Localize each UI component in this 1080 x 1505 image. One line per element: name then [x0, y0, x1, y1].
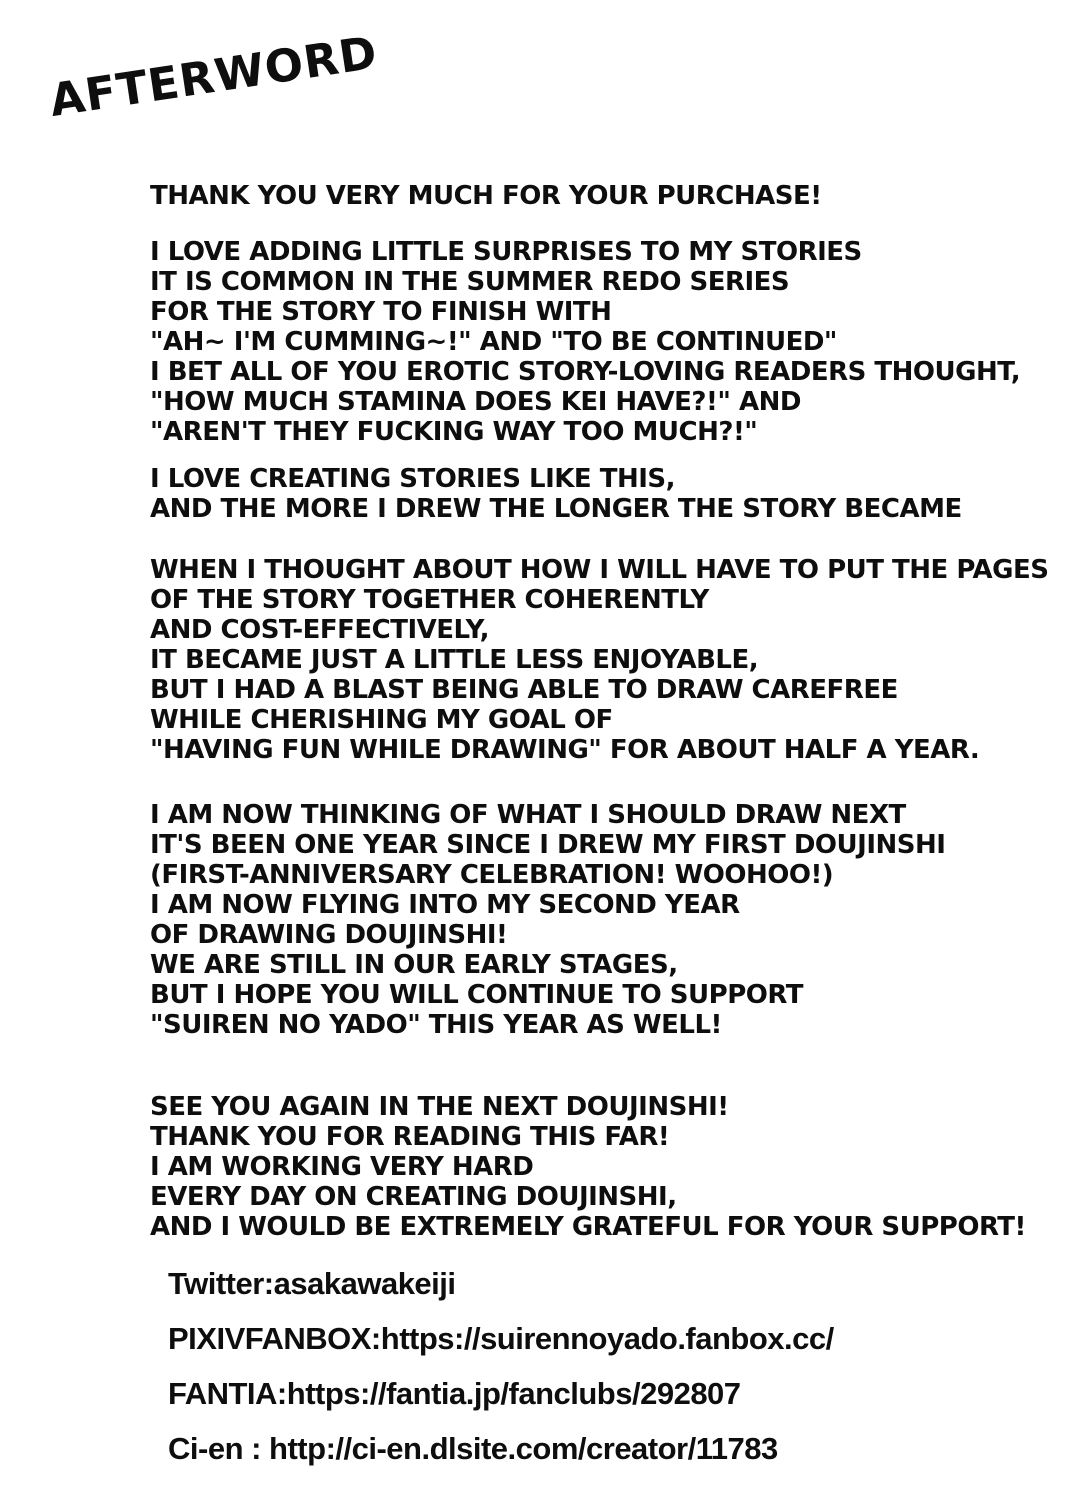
- text-line: BUT I HOPE YOU WILL CONTINUE TO SUPPORT: [150, 980, 803, 1010]
- afterword-body: [150, 181, 1048, 1242]
- paragraph: [150, 800, 1048, 1040]
- text-line: SEE YOU AGAIN IN THE NEXT DOUJINSHI!: [150, 1092, 729, 1122]
- text-line: I AM NOW THINKING OF WHAT I SHOULD DRAW NEXT: [150, 800, 906, 830]
- text-line: IT'S BEEN ONE YEAR SINCE I DREW MY FIRST DOUJINSHI: [150, 830, 946, 860]
- paragraph: [150, 1092, 1048, 1242]
- twitter-link: Twitter:asakawakeiji: [168, 1266, 456, 1301]
- paragraph: [150, 181, 1048, 211]
- text-line: WHILE CHERISHING MY GOAL OF: [150, 705, 613, 735]
- text-line: IT IS COMMON IN THE SUMMER REDO SERIES: [150, 267, 790, 297]
- text-line: OF DRAWING DOUJINSHI!: [150, 920, 508, 950]
- text-line: AND THE MORE I DREW THE LONGER THE STORY BECAME: [150, 494, 962, 524]
- paragraph: [150, 237, 1048, 447]
- text-line: I AM NOW FLYING INTO MY SECOND YEAR: [150, 890, 740, 920]
- text-line: WHEN I THOUGHT ABOUT HOW I WILL HAVE TO PUT THE PAGES: [150, 555, 1049, 585]
- text-line: "HAVING FUN WHILE DRAWING" FOR ABOUT HALF A YEAR.: [150, 735, 980, 765]
- paragraph: [150, 555, 1048, 765]
- pixiv-fanbox-link: PIXIVFANBOX:https://suirennoyado.fanbox.cc/: [168, 1321, 834, 1356]
- text-line: "HOW MUCH STAMINA DOES KEI HAVE?!" AND: [150, 387, 801, 417]
- text-line: OF THE STORY TOGETHER COHERENTLY: [150, 585, 709, 615]
- paragraph: [150, 464, 1048, 524]
- text-line: "AREN'T THEY FUCKING WAY TOO MUCH?!": [150, 417, 758, 447]
- text-line: AND COST-EFFECTIVELY,: [150, 615, 489, 645]
- text-line: WE ARE STILL IN OUR EARLY STAGES,: [150, 950, 678, 980]
- text-line: (FIRST-ANNIVERSARY CELEBRATION! WOOHOO!): [150, 860, 834, 890]
- text-line: FOR THE STORY TO FINISH WITH: [150, 297, 612, 327]
- text-line: I AM WORKING VERY HARD: [150, 1152, 534, 1182]
- text-line: I LOVE ADDING LITTLE SURPRISES TO MY STORIES: [150, 237, 862, 267]
- text-line: THANK YOU FOR READING THIS FAR!: [150, 1122, 670, 1152]
- text-line: THANK YOU VERY MUCH FOR YOUR PURCHASE!: [150, 181, 822, 211]
- fantia-link: FANTIA:https://fantia.jp/fanclubs/292807: [168, 1376, 741, 1411]
- ci-en-link: Ci-en : http://ci-en.dlsite.com/creator/11783: [168, 1431, 778, 1466]
- text-line: EVERY DAY ON CREATING DOUJINSHI,: [150, 1182, 677, 1212]
- page-title: AFTERWORD: [46, 25, 381, 128]
- text-line: BUT I HAD A BLAST BEING ABLE TO DRAW CAREFREE: [150, 675, 898, 705]
- text-line: "SUIREN NO YADO" THIS YEAR AS WELL!: [150, 1010, 722, 1040]
- text-line: AND I WOULD BE EXTREMELY GRATEFUL FOR YOUR SUPPORT!: [150, 1212, 1026, 1242]
- text-line: IT BECAME JUST A LITTLE LESS ENJOYABLE,: [150, 645, 759, 675]
- text-line: "AH~ I'M CUMMING~!" AND "TO BE CONTINUED": [150, 327, 837, 357]
- text-line: I LOVE CREATING STORIES LIKE THIS,: [150, 464, 676, 494]
- text-line: I BET ALL OF YOU EROTIC STORY-LOVING READERS THOUGHT,: [150, 357, 1021, 387]
- social-links: [168, 1268, 834, 1488]
